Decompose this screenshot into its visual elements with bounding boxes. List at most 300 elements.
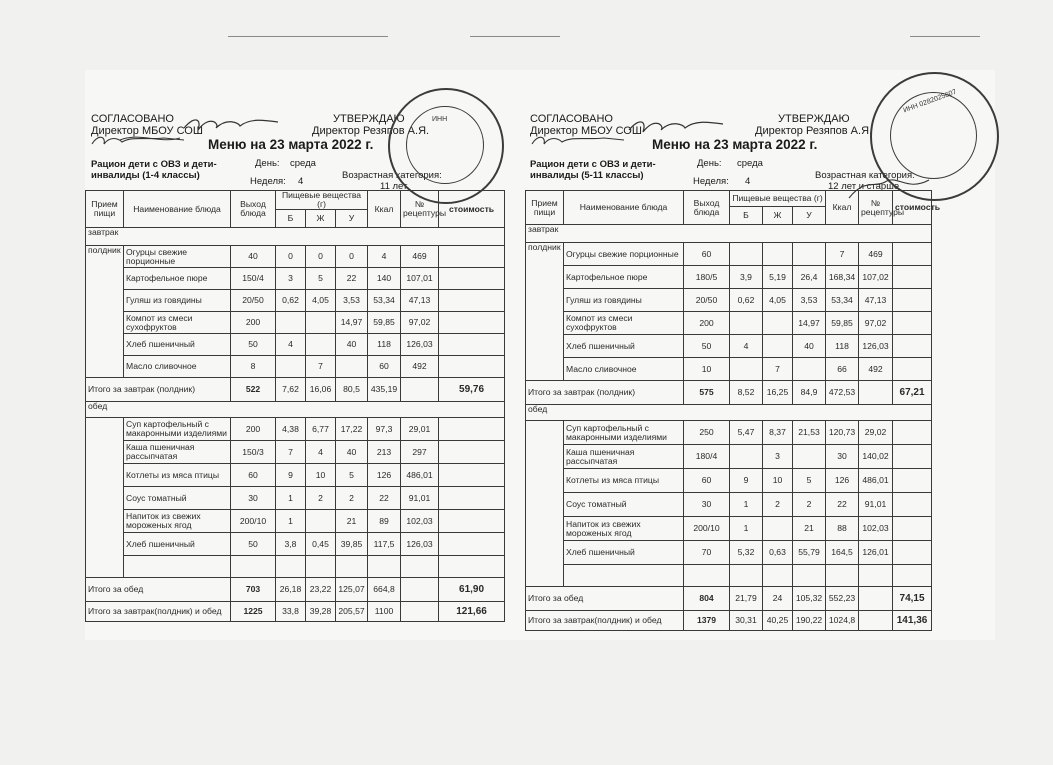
dish-fat: 4 [306,441,336,464]
left-approved-label: СОГЛАСОВАНО [91,113,174,125]
table-row [526,493,932,517]
breakfast-total-recipe [859,381,893,405]
dish-fat: 7 [306,356,336,378]
table-row [86,464,505,487]
dish-cost [439,268,505,290]
dish-kcal: 30 [826,445,859,469]
lunch-total-cost: 61,90 [439,578,505,602]
dish-carbs: 40 [336,334,368,356]
dish-cost [439,487,505,510]
dish-fat [763,243,793,266]
table-row [526,312,932,335]
lunch-total-label: Итого за обед [86,578,231,602]
lunch-total-protein: 21,79 [730,587,763,611]
dish-recipe: 140,02 [859,445,893,469]
breakfast-total-yield: 575 [684,381,730,405]
dish-yield: 8 [231,356,276,378]
dish-cost [439,312,505,334]
left-confirm-label: УТВЕРЖДАЮ [333,113,405,125]
grand-total-fat: 40,25 [763,611,793,631]
empty-cell [859,565,893,587]
dish-cost [439,334,505,356]
table-row [526,289,932,312]
grand-total-label: Итого за завтрак(полдник) и обед [526,611,684,631]
header-dish: Наименование блюда [564,191,684,225]
left-day-value: среда [290,158,316,169]
dish-cost [893,421,932,445]
dish-carbs: 2 [793,493,826,517]
dish-fat [763,517,793,541]
empty-cell [793,565,826,587]
dish-yield: 60 [231,464,276,487]
grand-total-protein: 30,31 [730,611,763,631]
grand-total-yield: 1225 [231,602,276,622]
dish-cost [439,290,505,312]
lunch-total-carbs: 125,07 [336,578,368,602]
meal-afternoon-label: полдник [86,246,124,378]
dish-carbs: 14,97 [336,312,368,334]
dish-fat: 0,45 [306,533,336,556]
scan-artifact [228,36,388,37]
dish-name: Хлеб пшеничный [564,541,684,565]
dish-name: Хлеб пшеничный [564,335,684,358]
dish-yield: 200 [231,312,276,334]
lunch-total-fat: 24 [763,587,793,611]
dish-yield: 40 [231,246,276,268]
header-u: У [793,207,826,225]
dish-protein: 4,38 [276,418,306,441]
table-row [86,533,505,556]
dish-recipe: 126,03 [859,335,893,358]
left-ration-line1: Рацион дети с ОВЗ и дети- [91,159,217,170]
dish-cost [439,464,505,487]
empty-cell [439,556,505,578]
dish-yield: 60 [684,243,730,266]
dish-name: Картофельное пюре [564,266,684,289]
section-row [526,225,932,243]
dish-kcal: 4 [368,246,401,268]
left-week-value: 4 [298,176,304,187]
dish-name: Гуляш из говядины [124,290,231,312]
dish-recipe: 107,02 [859,266,893,289]
empty-cell [336,556,368,578]
table-row [86,510,505,533]
dish-name: Каша пшеничная рассыпчатая [564,445,684,469]
scan-artifact [470,36,560,37]
table-row [86,246,505,268]
dish-protein: 9 [276,464,306,487]
dish-fat [306,510,336,533]
breakfast-total-carbs: 80,5 [336,378,368,402]
dish-yield: 50 [231,334,276,356]
breakfast-total-cost: 59,76 [439,378,505,402]
signature-approved-right [625,112,735,142]
dish-name: Напиток из свежих мороженых ягод [564,517,684,541]
table-row [86,356,505,378]
header-recipe: № рецептуры [401,191,439,228]
meal-breakfast-label: завтрак [526,225,932,243]
table-row [526,243,932,266]
meal-lunch-cell [526,421,564,587]
lunch-total-yield: 804 [684,587,730,611]
dish-kcal: 213 [368,441,401,464]
dish-protein [730,445,763,469]
table-row [526,565,932,587]
grand-total-carbs: 205,57 [336,602,368,622]
dish-cost [439,441,505,464]
empty-cell [401,556,439,578]
grand-total-protein: 33,8 [276,602,306,622]
dish-kcal: 7 [826,243,859,266]
breakfast-total-recipe [401,378,439,402]
dish-name: Соус томатный [564,493,684,517]
dish-cost [439,246,505,268]
dish-recipe: 97,02 [401,312,439,334]
header-yield: Выход блюда [684,191,730,225]
empty-cell [306,556,336,578]
header-kcal: Ккал [368,191,401,228]
dish-yield: 10 [684,358,730,381]
dish-carbs: 5 [793,469,826,493]
dish-carbs: 26,4 [793,266,826,289]
dish-name: Хлеб пшеничный [124,334,231,356]
right-week-label: Неделя: [693,176,729,187]
dish-carbs: 2 [336,487,368,510]
meal-lunch-label: обед [526,405,932,421]
dish-recipe: 97,02 [859,312,893,335]
dish-protein: 1 [730,517,763,541]
dish-cost [439,356,505,378]
dish-name: Масло сливочное [124,356,231,378]
dish-fat [306,334,336,356]
dish-yield: 200/10 [684,517,730,541]
dish-carbs: 17,22 [336,418,368,441]
dish-fat: 10 [306,464,336,487]
table-row [526,421,932,445]
dish-cost [893,541,932,565]
dish-carbs: 22 [336,268,368,290]
dish-fat [763,312,793,335]
dish-cost [893,445,932,469]
meal-afternoon-label: полдник [526,243,564,381]
right-confirm-role: Директор Резяпов А.Я. [755,125,873,137]
dish-name: Каша пшеничная рассыпчатая [124,441,231,464]
total-row [526,611,932,631]
left-age-label: Возрастная категория: [342,170,442,181]
dish-protein: 4 [730,335,763,358]
dish-kcal: 88 [826,517,859,541]
header-meal: Прием пищи [526,191,564,225]
table-row [86,312,505,334]
dish-carbs: 5 [336,464,368,487]
grand-total-recipe [859,611,893,631]
dish-carbs: 39,85 [336,533,368,556]
dish-name: Напиток из свежих мороженых ягод [124,510,231,533]
header-recipe: № рецептуры [859,191,893,225]
dish-carbs: 3,53 [336,290,368,312]
dish-recipe: 469 [401,246,439,268]
dish-kcal: 118 [826,335,859,358]
dish-recipe: 29,01 [401,418,439,441]
breakfast-total-carbs: 84,9 [793,381,826,405]
empty-cell [231,556,276,578]
dish-name: Компот из смеси сухофруктов [124,312,231,334]
left-menu-title: Меню на 23 марта 2022 г. [208,137,374,152]
table-row [86,556,505,578]
header-zh: Ж [306,210,336,228]
dish-fat: 0,63 [763,541,793,565]
dish-recipe: 102,03 [401,510,439,533]
dish-name: Хлеб пшеничный [124,533,231,556]
dish-protein: 1 [730,493,763,517]
dish-fat: 0 [306,246,336,268]
right-confirm-label: УТВЕРЖДАЮ [778,113,850,125]
table-row [526,517,932,541]
dish-kcal: 126 [368,464,401,487]
dish-fat: 10 [763,469,793,493]
dish-name: Суп картофельный с макаронными изделиями [124,418,231,441]
header-kcal: Ккал [826,191,859,225]
breakfast-total-protein: 8,52 [730,381,763,405]
signature-confirm-right [528,132,628,150]
table-row [526,469,932,493]
lunch-total-recipe [859,587,893,611]
dish-name: Гуляш из говядины [564,289,684,312]
dish-carbs: 3,53 [793,289,826,312]
grand-total-fat: 39,28 [306,602,336,622]
right-approved-label: СОГЛАСОВАНО [530,113,613,125]
lunch-total-recipe [401,578,439,602]
dish-yield: 30 [231,487,276,510]
dish-kcal: 60 [368,356,401,378]
dish-fat: 4,05 [763,289,793,312]
dish-fat: 5,19 [763,266,793,289]
total-row [86,602,505,622]
dish-protein: 1 [276,487,306,510]
left-confirm-role: Директор Резяпов А.Я. [312,125,430,137]
meal-lunch-cell [86,418,124,578]
dish-fat [306,312,336,334]
dish-kcal: 140 [368,268,401,290]
dish-yield: 20/50 [684,289,730,312]
dish-protein [730,312,763,335]
table-row [86,418,505,441]
dish-yield: 200/10 [231,510,276,533]
dish-yield: 150/4 [231,268,276,290]
table-row [526,335,932,358]
dish-name: Огурцы свежие порционные [564,243,684,266]
lunch-total-fat: 23,22 [306,578,336,602]
header-meal: Прием пищи [86,191,124,228]
right-day-value: среда [737,158,763,169]
dish-name: Картофельное пюре [124,268,231,290]
dish-cost [893,289,932,312]
dish-carbs [793,445,826,469]
empty-cell [684,565,730,587]
empty-cell [826,565,859,587]
table-row [86,334,505,356]
total-row [526,587,932,611]
dish-cost [439,533,505,556]
lunch-total-kcal: 552,23 [826,587,859,611]
dish-protein: 1 [276,510,306,533]
dish-kcal: 66 [826,358,859,381]
dish-kcal: 53,34 [826,289,859,312]
total-row [86,578,505,602]
dish-carbs [793,358,826,381]
dish-yield: 50 [231,533,276,556]
dish-protein: 0,62 [276,290,306,312]
table-row [86,268,505,290]
dish-yield: 60 [684,469,730,493]
dish-cost [893,266,932,289]
dish-yield: 20/50 [231,290,276,312]
breakfast-total-label: Итого за завтрак (полдник) [86,378,231,402]
dish-fat: 8,37 [763,421,793,445]
breakfast-total-label: Итого за завтрак (полдник) [526,381,684,405]
dish-yield: 70 [684,541,730,565]
lunch-total-yield: 703 [231,578,276,602]
empty-cell [564,565,684,587]
dish-kcal: 126 [826,469,859,493]
school-seal-stamp: ИНН [388,88,504,204]
dish-yield: 180/4 [684,445,730,469]
dish-carbs: 14,97 [793,312,826,335]
lunch-total-carbs: 105,32 [793,587,826,611]
breakfast-total-fat: 16,25 [763,381,793,405]
right-day-label: День: [697,158,722,169]
meal-breakfast-label: завтрак [86,228,505,246]
dish-cost [893,358,932,381]
grand-total-yield: 1379 [684,611,730,631]
section-row [86,402,505,418]
dish-cost [439,418,505,441]
dish-recipe: 91,01 [859,493,893,517]
header-dish: Наименование блюда [124,191,231,228]
section-row [86,228,505,246]
dish-fat: 5 [306,268,336,290]
header-yield: Выход блюда [231,191,276,228]
lunch-total-kcal: 664,8 [368,578,401,602]
school-seal-stamp: ИНН 0282025607 [870,72,999,201]
dish-yield: 250 [684,421,730,445]
dish-carbs: 40 [336,441,368,464]
dish-cost [893,493,932,517]
dish-recipe: 469 [859,243,893,266]
header-nutrients: Пищевые вещества (г) [276,191,368,210]
dish-carbs: 21 [336,510,368,533]
total-row [526,381,932,405]
empty-cell [730,565,763,587]
dish-carbs: 21 [793,517,826,541]
dish-carbs: 21,53 [793,421,826,445]
empty-cell [763,565,793,587]
table-row [86,290,505,312]
dish-protein [730,358,763,381]
dish-recipe: 486,01 [859,469,893,493]
header-cost: стоимость [893,191,932,225]
dish-kcal: 22 [368,487,401,510]
dish-fat: 2 [306,487,336,510]
right-ration-line1: Рацион дети с ОВЗ и дети- [530,159,656,170]
dish-name: Котлеты из мяса птицы [124,464,231,487]
dish-recipe: 91,01 [401,487,439,510]
empty-cell [368,556,401,578]
empty-cell [276,556,306,578]
dish-name: Суп картофельный с макаронными изделиями [564,421,684,445]
dish-protein: 3 [276,268,306,290]
dish-cost [893,517,932,541]
dish-cost [439,510,505,533]
dish-recipe: 486,01 [401,464,439,487]
dish-protein: 4 [276,334,306,356]
empty-cell [124,556,231,578]
dish-name: Соус томатный [124,487,231,510]
dish-kcal: 89 [368,510,401,533]
dish-protein: 9 [730,469,763,493]
dish-protein: 3,8 [276,533,306,556]
breakfast-total-kcal: 472,53 [826,381,859,405]
dish-recipe: 29,02 [859,421,893,445]
dish-kcal: 53,34 [368,290,401,312]
dish-fat [763,335,793,358]
dish-kcal: 168,34 [826,266,859,289]
lunch-total-cost: 74,15 [893,587,932,611]
dish-recipe: 126,03 [401,334,439,356]
section-row [526,405,932,421]
dish-kcal: 22 [826,493,859,517]
scan-artifact [910,36,980,37]
dish-name: Компот из смеси сухофруктов [564,312,684,335]
breakfast-total-yield: 522 [231,378,276,402]
grand-total-cost: 141,36 [893,611,932,631]
left-day-label: День: [255,158,280,169]
header-nutrients: Пищевые вещества (г) [730,191,826,207]
table-row [526,266,932,289]
dish-recipe: 492 [859,358,893,381]
lunch-total-protein: 26,18 [276,578,306,602]
dish-carbs: 55,79 [793,541,826,565]
dish-fat: 4,05 [306,290,336,312]
dish-kcal: 117,5 [368,533,401,556]
left-approved-role: Директор МБОУ СОШ [91,125,203,137]
header-u: У [336,210,368,228]
dish-cost [893,243,932,266]
dish-protein [276,356,306,378]
dish-yield: 180/5 [684,266,730,289]
grand-total-label: Итого за завтрак(полдник) и обед [86,602,231,622]
dish-protein: 0,62 [730,289,763,312]
header-b: Б [730,207,763,225]
left-ration-line2: инвалиды (1-4 классы) [91,170,200,181]
dish-fat: 2 [763,493,793,517]
dish-recipe: 126,01 [859,541,893,565]
total-row [86,378,505,402]
dish-kcal: 118 [368,334,401,356]
right-week-value: 4 [745,176,751,187]
right-approved-role: Директор МБОУ СОШ [530,125,642,137]
dish-yield: 30 [684,493,730,517]
right-age-value: 12 лет и старше [828,181,900,192]
dish-name: Огурцы свежие порционные [124,246,231,268]
dish-yield: 150/3 [231,441,276,464]
left-menu-table [85,190,505,622]
grand-total-kcal: 1024,8 [826,611,859,631]
empty-cell [893,565,932,587]
table-row [526,445,932,469]
lunch-total-label: Итого за обед [526,587,684,611]
dish-protein: 5,32 [730,541,763,565]
